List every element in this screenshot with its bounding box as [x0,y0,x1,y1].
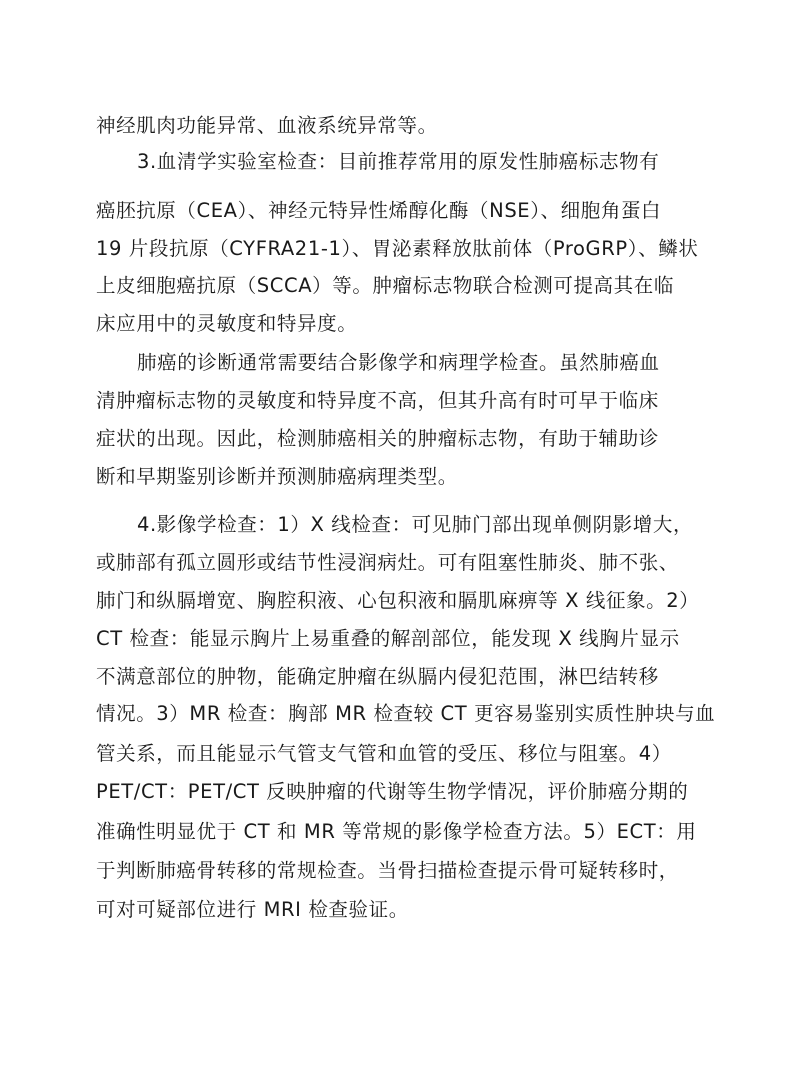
text-line: 于判断肺癌骨转移的常规检查。当骨扫描检查提示骨可疑转移时， [96,859,679,882]
text-line: 清肿瘤标志物的灵敏度和特异度不高，但其升高有时可早于临床 [96,389,659,412]
text-line: 肺癌的诊断通常需要结合影像学和病理学检查。虽然肺癌血 [137,351,660,374]
text-line: 断和早期鉴别诊断并预测肺癌病理类型。 [96,465,458,488]
text-line: 4.影像学检查：1）X 线检查：可见肺门部出现单侧阴影增大， [137,513,694,536]
text-line: 不满意部位的肿物，能确定肿瘤在纵膈内侵犯范围，淋巴结转移 [96,665,659,688]
text-line: 肺门和纵膈增宽、胸腔积液、心包积液和膈肌麻痹等 X 线征象。2） [96,589,700,612]
text-line: PET/CT：PET/CT 反映肿瘤的代谢等生物学情况，评价肺癌分期的 [96,780,689,803]
text-line: 癌胚抗原（CEA）、神经元特异性烯醇化酶（NSE）、细胞角蛋白 [96,199,662,222]
text-line: CT 检查：能显示胸片上易重叠的解剖部位，能发现 X 线胸片显示 [96,627,680,650]
text-line: 床应用中的灵敏度和特异度。 [96,312,358,335]
text-line: 症状的出现。因此，检测肺癌相关的肿瘤标志物，有助于辅助诊 [96,427,659,450]
text-line: 准确性明显优于 CT 和 MR 等常规的影像学检查方法。5）ECT：用 [96,820,697,843]
text-line: 管关系，而且能显示气管支气管和血管的受压、移位与阻塞。4） [96,742,672,765]
text-line: 情况。3）MR 检查：胸部 MR 检查较 CT 更容易鉴别实质性肿块与血 [96,702,716,725]
text-line: 上皮细胞癌抗原（SCCA）等。肿瘤标志物联合检测可提高其在临 [96,274,674,297]
text-line: 可对可疑部位进行 MRI 检查验证。 [96,898,409,921]
text-line: 3.血清学实验室检查：目前推荐常用的原发性肺癌标志物有 [137,150,660,173]
text-line: 19 片段抗原（CYFRA21-1）、胃泌素释放肽前体（ProGRP）、鳞状 [96,237,699,260]
text-line: 或肺部有孤立圆形或结节性浸润病灶。可有阻塞性肺炎、肺不张、 [96,551,679,574]
text-line: 神经肌肉功能异常、血液系统异常等。 [96,114,438,137]
